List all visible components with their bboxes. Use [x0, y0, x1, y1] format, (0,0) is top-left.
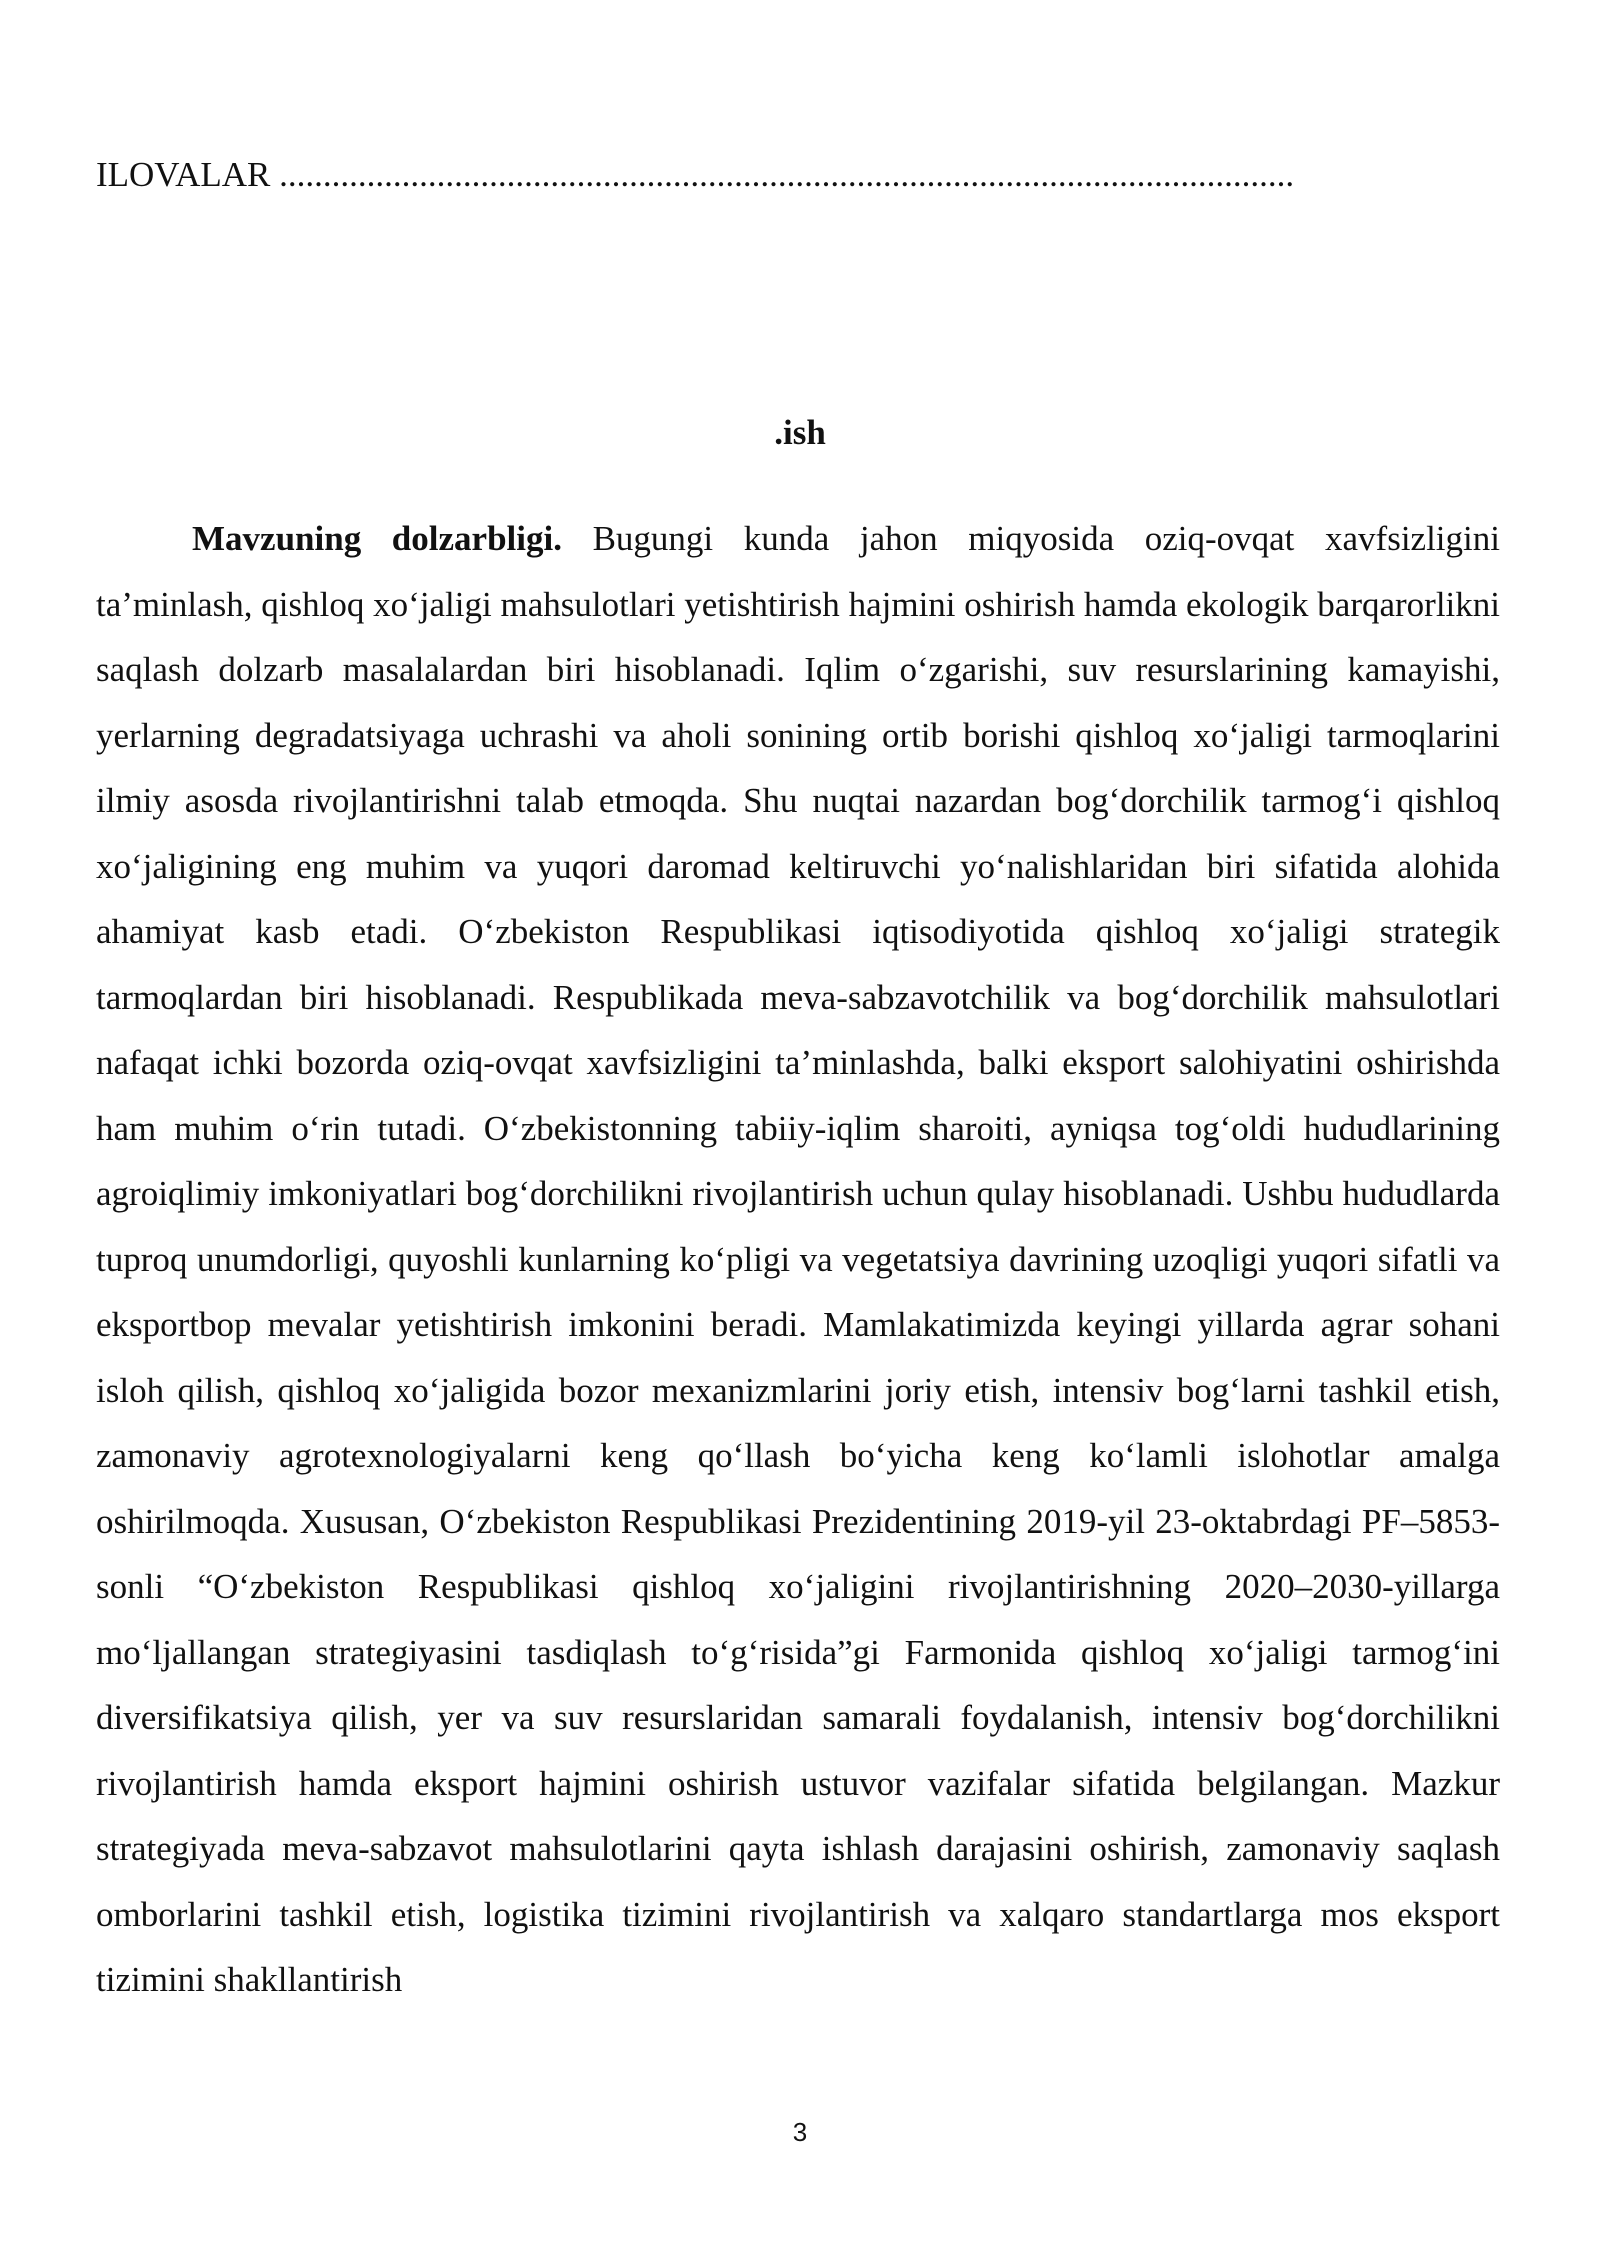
section-heading: .ish [774, 413, 826, 452]
toc-entry-ilovalar [96, 150, 1506, 200]
paragraph-lead: Mavzuning dolzarbligi. [192, 519, 562, 558]
toc-leader-dots: .................................................................................................................... [279, 155, 1295, 194]
page-number: 3 [792, 2117, 808, 2147]
paragraph-text: Bugungi kunda jahon miqyosida oziq-ovqat xavfsizligini ta’minlash, qishloq xo‘jaligi mahsulotlari yetishtirish hajmini oshirish hamda ekologik barqarorlikni saqlash dolzarb masalalardan biri hisoblanadi. Iqlim o‘zgarishi, suv resurslarining kamayishi, yerlarning degradatsiyaga uchrashi va aholi sonining ortib borishi qishloq xo‘jaligi tarmoqlarini ilmiy asosda rivojlantirishni talab etmoqda. Shu nuqtai nazardan bog‘dorchilik tarmog‘i qishloq xo‘jaligining eng muhim va yuqori daromad keltiruvchi yo‘nalishlaridan biri sifatida alohida ahamiyat kasb etadi. O‘zbekiston Respublikasi iqtisodiyotida qishloq xo‘jaligi strategik tarmoqlardan biri hisoblanadi. Respublikada meva-sabzavotchilik va bog‘dorchilik mahsulotlari nafaqat ichki bozorda oziq-ovqat xavfsizligini ta’minlashda, balki eksport salohiyatini oshirishda ham muhim o‘rin tutadi. O‘zbekistonning tabiiy-iqlim sharoiti, ayniqsa tog‘oldi hududlarining agroiqlimiy imkoniyatlari bog‘dorchilikni rivojlantirish uchun qulay hisoblanadi. Ushbu hududlarda tuproq unumdorligi, quyoshli kunlarning ko‘pligi va vegetatsiya davrining uzoqligi yuqori sifatli va eksportbop mevalar yetishtirish imkonini beradi. Mamlakatimizda keyingi yillarda agrar sohani isloh qilish, qishloq xo‘jaligida bozor mexanizmlarini joriy etish, intensiv bog‘larni tashkil etish, zamonaviy agrotexnologiyalarni keng qo‘llash bo‘yicha keng ko‘lamli islohotlar amalga oshirilmoqda. Xususan, O‘zbekiston Respublikasi Prezidentining 2019-yil 23-oktabrdagi PF–5853-sonli “O‘zbekiston Respublikasi qishloq xo‘jaligini rivojlantirishning 2020–2030-yillarga mo‘ljallangan strategiyasini tasdiqlash to‘g‘risida”gi Farmonida qishloq xo‘jaligi tarmog‘ini diversifikatsiya qilish, yer va suv resurslaridan samarali foydalanish, intensiv bog‘dorchilikni rivojlantirish hamda eksport hajmini oshirish ustuvor vazifalar sifatida belgilangan. Mazkur strategiyada meva-sabzavot mahsulotlarini qayta ishlash darajasini oshirish, zamonaviy saqlash omborlarini tashkil etish, logistika tizimini rivojlantirish va xalqaro standartlarga mos eksport tizimini shakllantirish [96, 519, 1500, 1999]
toc-label: ILOVALAR [96, 155, 271, 194]
body-paragraph [96, 506, 1500, 2013]
